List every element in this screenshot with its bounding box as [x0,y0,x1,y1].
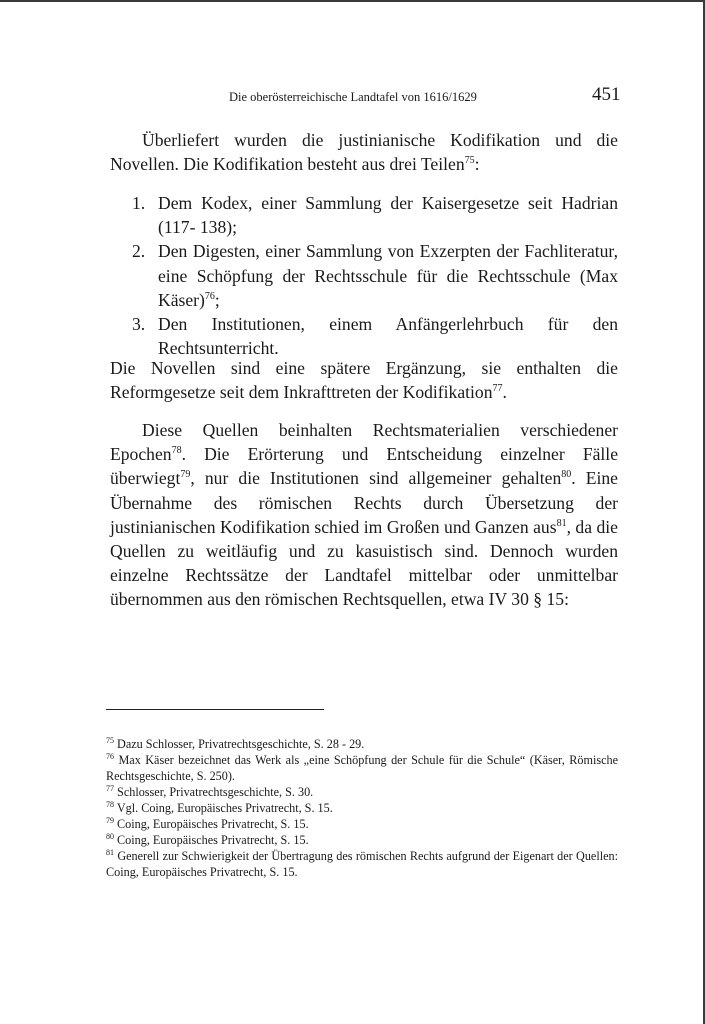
footnote-ref: 76 [204,290,215,302]
footnote-ref: 75 [464,155,475,167]
numbered-list [110,191,618,360]
footnote: $^{77}$ Schlosser, Privatrechtsgeschichte, S. 30. [106,784,314,799]
footnote-ref: 81 [556,517,567,529]
page-number: 451 [592,84,621,105]
footnote-ref: 79 [180,469,191,481]
footnote-ref: 80 [561,469,572,481]
paragraph-novellen: Die Novellen sind eine spätere Ergänzung, sie enthalten die Reformgesetze seit dem Inkrafttreten der Kodifikation$^{77}$. [110,358,618,403]
running-header: Die oberösterreichische Landtafel von 1616/1629 [229,90,477,104]
footnote: $^{76}$ Max Käser bezeichnet das Werk als „eine Schöpfung der Schule für die Schule“ (Käser, Römische Rechtsgeschichte, S. 250). [106,752,618,783]
footnote-ref: 78 [171,445,182,457]
footnotes [106,736,618,880]
paragraph-quellen: Diese Quellen beinhalten Rechtsmaterialien verschiedener Epochen$^{78}$. Die Erörterung und Entscheidung einzelner Fälle überwiegt$^{79}$, nur die Institutionen sind allgemeiner gehalten$^{80}$. Eine Übernahme des römischen Rechts durch Übersetzung der justinianischen Kodifikation schied im Großen und Ganzen aus$^{81}$, da die Quellen zu weitläufig und zu kasuistisch sind. Dennoch wurden einzelne Rechtssätze der Landtafel mittelbar oder unmittelbar übernommen aus den römischen Rechtsquellen, etwa IV 30 § 15: [110,420,618,610]
footnote: $^{78}$ Vgl. Coing, Europäisches Privatrecht, S. 15. [106,800,333,815]
footnote-ref: 77 [492,383,503,395]
paragraph-intro: Überliefert wurden die justinianische Kodifikation und die Novellen. Die Kodifikation besteht aus drei Teilen$^{75}$: [110,130,618,175]
footnote-separator [106,709,324,710]
list-item: 1. Dem Kodex, einer Sammlung der Kaisergesetze seit Hadrian (117- 138); [132,193,618,238]
list-item: 3. Den Institutionen, einem Anfängerlehrbuch für den Rechtsunterricht. [132,314,618,359]
list-item: 2. Den Digesten, einer Sammlung von Exzerpten der Fachliteratur, eine Schöpfung der Rechtsschule für die Rechtsschule (Max Käser)$^{76}$; [132,241,618,310]
footnote: $^{75}$ Dazu Schlosser, Privatrechtsgeschichte, S. 28 - 29. [106,736,365,751]
footnote: $^{81}$ Generell zur Schwierigkeit der Übertragung des römischen Rechts aufgrund der Eigenart der Quellen: Coing, Europäisches Privatrecht, S. 15. [106,848,619,879]
page-border-top [0,0,705,2]
footnote: $^{80}$ Coing, Europäisches Privatrecht, S. 15. [106,832,309,847]
footnote: $^{79}$ Coing, Europäisches Privatrecht, S. 15. [106,816,309,831]
